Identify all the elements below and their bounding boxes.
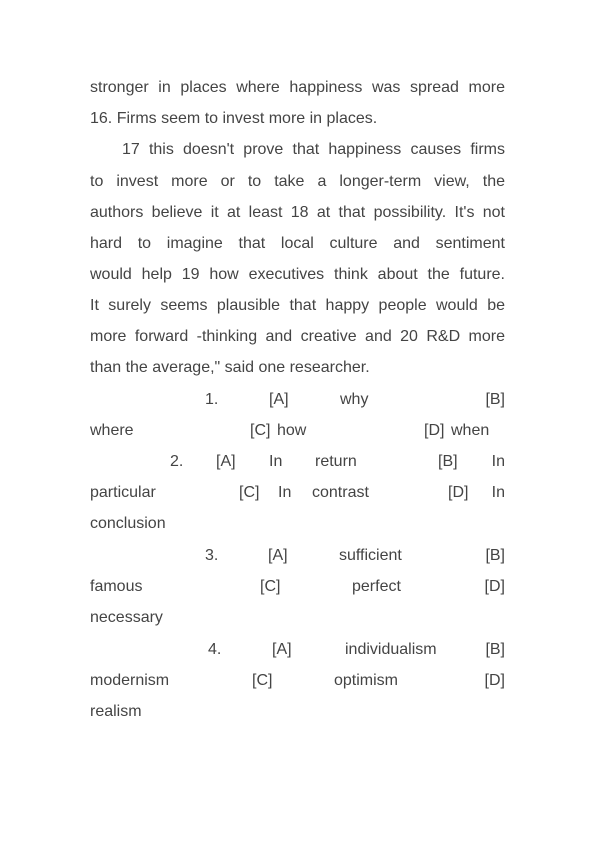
- question-number: 1.: [205, 391, 219, 408]
- option-b-label: [B]: [485, 547, 505, 564]
- question-4-line-3: [90, 702, 505, 722]
- question-1-line-1: [90, 390, 505, 410]
- question-2-line-3: [90, 514, 505, 534]
- question-3-line-2: [90, 577, 505, 597]
- question-3-line-1: [90, 546, 505, 566]
- paragraph-line: It surely seems plausible that happy people would be: [90, 297, 505, 314]
- option-d-text: necessary: [90, 609, 163, 626]
- question-number: 4.: [208, 641, 222, 658]
- option-b-text: famous: [90, 578, 143, 595]
- option-a-text: individualism: [345, 641, 437, 658]
- option-b-text: modernism: [90, 672, 170, 689]
- option-b-word-1: In: [491, 453, 505, 470]
- option-c-label: [C]: [260, 578, 281, 595]
- paragraph-line: 16. Firms seem to invest more in places.: [90, 110, 378, 127]
- option-b-text: where: [90, 422, 134, 439]
- paragraph-line: more forward -thinking and creative and 20 R&D more: [90, 328, 505, 345]
- option-d-label: [D]: [484, 672, 505, 689]
- option-b-label: [B]: [485, 391, 505, 408]
- option-a-label: [A]: [272, 641, 292, 658]
- option-a-label: [A]: [269, 391, 289, 408]
- option-c-word-2: contrast: [312, 484, 369, 501]
- option-c-text: how: [277, 422, 307, 439]
- paragraph-line: would help 19 how executives think about the future.: [90, 266, 505, 283]
- option-d-text: when: [451, 422, 490, 439]
- option-a-text: sufficient: [339, 547, 402, 564]
- option-c-text: perfect: [352, 578, 401, 595]
- question-number: 2.: [170, 453, 184, 470]
- option-b-label: [B]: [438, 453, 458, 470]
- option-c-label: [C]: [252, 672, 273, 689]
- option-c-label: [C]: [239, 484, 260, 501]
- paragraph-line: 17 this doesn't prove that happiness causes firms: [122, 141, 505, 158]
- paragraph-line: to invest more or to take a longer-term view, the: [90, 173, 505, 190]
- option-c-label: [C]: [250, 422, 271, 439]
- question-2-line-1: [90, 452, 505, 472]
- question-number: 3.: [205, 547, 219, 564]
- paragraph-line: hard to imagine that local culture and sentiment: [90, 235, 505, 252]
- option-b-word-2: particular: [90, 484, 156, 501]
- option-d-label: [D]: [484, 578, 505, 595]
- question-2-line-2: [90, 483, 505, 503]
- option-a-text: why: [340, 391, 369, 408]
- question-1-line-2: [90, 421, 505, 441]
- option-d-word-2: conclusion: [90, 515, 166, 532]
- option-a-word-1: In: [269, 453, 283, 470]
- option-d-word-1: In: [491, 484, 505, 501]
- option-c-text: optimism: [334, 672, 399, 689]
- option-d-label: [D]: [448, 484, 469, 501]
- option-b-label: [B]: [485, 641, 505, 658]
- option-c-word-1: In: [278, 484, 292, 501]
- paragraph-line: authors believe it at least 18 at that possibility. It's not: [90, 204, 505, 221]
- question-3-line-3: [90, 608, 505, 628]
- paragraph-line: stronger in places where happiness was spread more: [90, 79, 505, 96]
- question-4-line-2: [90, 671, 505, 691]
- option-d-label: [D]: [424, 422, 445, 439]
- option-a-label: [A]: [216, 453, 236, 470]
- option-a-word-2: return: [315, 453, 357, 470]
- paragraph-line: than the average," said one researcher.: [90, 359, 370, 376]
- option-d-text: realism: [90, 703, 142, 720]
- option-a-label: [A]: [268, 547, 288, 564]
- question-4-line-1: [90, 640, 505, 660]
